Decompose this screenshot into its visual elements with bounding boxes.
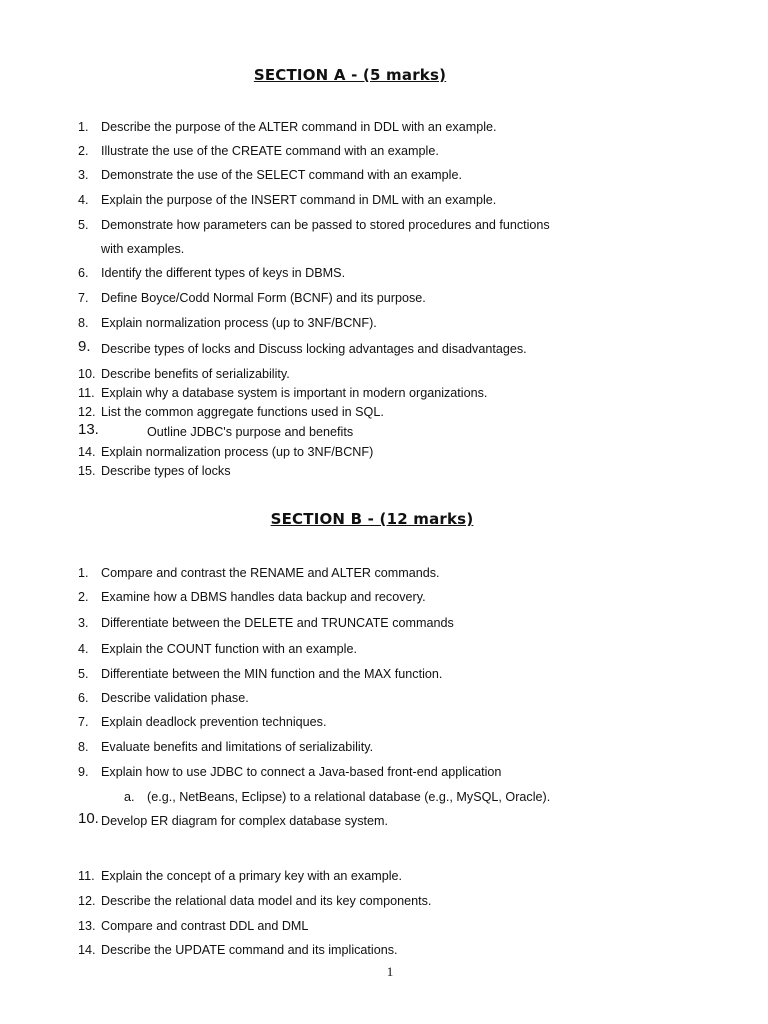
item-number: 14. [78, 943, 96, 957]
item-text: Explain deadlock prevention techniques. [101, 715, 327, 729]
section-a-heading: SECTION A - (5 marks) [253, 66, 447, 84]
item-number: 7. [78, 715, 89, 729]
item-text: Explain the concept of a primary key with an example. [101, 869, 403, 883]
item-number: 6. [78, 266, 89, 280]
item-number: 4. [78, 642, 89, 656]
item-text: Examine how a DBMS handles data backup and recovery. [101, 590, 426, 604]
item-number: 3. [78, 168, 89, 182]
item-text: Demonstrate the use of the SELECT command with an example. [101, 168, 462, 182]
item-text: Describe the relational data model and its key components. [101, 894, 432, 908]
item-number: 6. [78, 691, 89, 705]
item-text: Explain why a database system is important in modern organizations. [101, 386, 488, 400]
item-number: 5. [78, 667, 89, 681]
item-text: Develop ER diagram for complex database system. [101, 814, 388, 828]
item-text: Explain normalization process (up to 3NF/BCNF). [101, 316, 377, 330]
item-number: 1. [78, 566, 89, 580]
item-text: Describe the purpose of the ALTER command in DDL with an example. [101, 120, 497, 134]
item-number: 13. [78, 421, 99, 438]
item-number: 13. [78, 919, 96, 933]
item-text: Explain the purpose of the INSERT command in DML with an example. [101, 193, 497, 207]
item-number: 3. [78, 616, 89, 630]
item-number: 10. [78, 810, 99, 827]
item-number: 8. [78, 316, 89, 330]
sub-item-text: (e.g., NetBeans, Eclipse) to a relational database (e.g., MySQL, Oracle). [147, 790, 551, 804]
item-number: 11. [78, 869, 95, 883]
item-text: Describe benefits of serializability. [101, 367, 290, 381]
item-text: Compare and contrast the RENAME and ALTER commands. [101, 566, 440, 580]
item-number: 9. [78, 338, 91, 355]
item-number: 1. [78, 120, 89, 134]
item-text: Explain how to use JDBC to connect a Java-based front-end application [101, 765, 502, 779]
item-text: Evaluate benefits and limitations of serializability. [101, 740, 374, 754]
page-number: 1 [386, 964, 394, 979]
item-number: 8. [78, 740, 89, 754]
item-text: Describe types of locks and Discuss locking advantages and disadvantages. [101, 342, 527, 356]
item-text: Compare and contrast DDL and DML [101, 919, 309, 933]
item-number: 11. [78, 386, 95, 400]
item-number: 2. [78, 144, 89, 158]
item-number: 15. [78, 464, 96, 478]
item-text-continuation: with examples. [101, 242, 185, 256]
item-text: Identify the different types of keys in DBMS. [101, 266, 346, 280]
item-number: 7. [78, 291, 89, 305]
item-text: Explain the COUNT function with an example. [101, 642, 357, 656]
item-number: 5. [78, 218, 89, 232]
item-number: 10. [78, 367, 96, 381]
item-number: 9. [78, 765, 89, 779]
item-number: 2. [78, 590, 89, 604]
item-number: 12. [78, 405, 96, 419]
section-b-heading: SECTION B - (12 marks) [270, 510, 474, 528]
item-number: 12. [78, 894, 96, 908]
item-number: 4. [78, 193, 89, 207]
sub-item-label: a. [124, 790, 135, 804]
item-text: Describe validation phase. [101, 691, 249, 705]
item-text: Define Boyce/Codd Normal Form (BCNF) and its purpose. [101, 291, 426, 305]
item-number: 14. [78, 445, 96, 459]
item-text: Describe the UPDATE command and its implications. [101, 943, 398, 957]
item-text: Demonstrate how parameters can be passed to stored procedures and functions [101, 218, 550, 232]
item-text: Explain normalization process (up to 3NF/BCNF) [101, 445, 374, 459]
item-text: Differentiate between the DELETE and TRUNCATE commands [101, 616, 454, 630]
item-text: Illustrate the use of the CREATE command with an example. [101, 144, 439, 158]
item-text: List the common aggregate functions used in SQL. [101, 405, 384, 419]
item-text: Describe types of locks [101, 464, 231, 478]
item-text: Outline JDBC's purpose and benefits [147, 425, 354, 439]
item-text: Differentiate between the MIN function and the MAX function. [101, 667, 443, 681]
